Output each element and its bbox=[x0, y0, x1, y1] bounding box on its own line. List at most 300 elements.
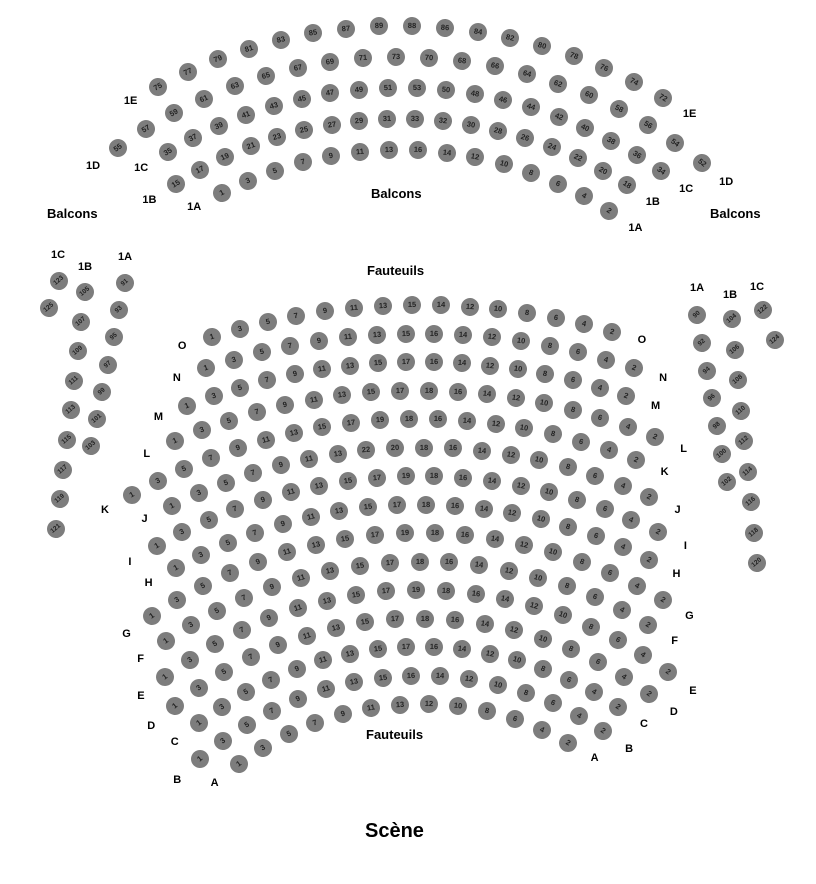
seat[interactable]: 56 bbox=[635, 113, 660, 138]
seat[interactable]: 3 bbox=[202, 385, 225, 408]
seat[interactable]: 13 bbox=[373, 297, 392, 316]
seat[interactable]: 4 bbox=[631, 643, 656, 668]
seat[interactable]: 5 bbox=[172, 457, 196, 481]
seat[interactable]: 4 bbox=[530, 718, 554, 742]
seat[interactable]: 7 bbox=[257, 369, 279, 391]
seat[interactable]: 91 bbox=[112, 270, 137, 295]
seat[interactable]: 14 bbox=[457, 411, 476, 430]
seat[interactable]: 10 bbox=[487, 674, 509, 696]
seat[interactable]: 1 bbox=[210, 181, 234, 205]
seat[interactable]: 89 bbox=[370, 17, 389, 36]
seat[interactable]: 1 bbox=[160, 493, 184, 517]
seat[interactable]: 11 bbox=[286, 597, 308, 619]
seat[interactable]: 10 bbox=[530, 508, 552, 530]
seat[interactable]: 75 bbox=[146, 74, 170, 98]
seat[interactable]: 3 bbox=[223, 349, 245, 371]
seat[interactable]: 35 bbox=[155, 140, 180, 165]
seat[interactable]: 117 bbox=[51, 457, 76, 482]
seat[interactable]: 10 bbox=[551, 604, 574, 627]
seat[interactable]: 28 bbox=[488, 120, 510, 142]
seat[interactable]: 8 bbox=[566, 489, 589, 512]
seat[interactable]: 12 bbox=[523, 595, 545, 617]
seat[interactable]: 9 bbox=[274, 395, 296, 417]
seat[interactable]: 7 bbox=[230, 618, 254, 642]
seat[interactable]: 14 bbox=[431, 296, 450, 315]
seat[interactable]: 6 bbox=[541, 692, 565, 716]
seat[interactable]: 13 bbox=[305, 534, 327, 556]
seat[interactable]: 58 bbox=[607, 97, 631, 121]
seat[interactable]: 9 bbox=[309, 331, 330, 352]
seat[interactable]: 65 bbox=[255, 65, 277, 87]
seat[interactable]: 9 bbox=[284, 364, 305, 385]
seat[interactable]: 12 bbox=[459, 669, 479, 689]
seat[interactable]: 1 bbox=[163, 556, 187, 580]
seat[interactable]: 120 bbox=[744, 550, 769, 575]
seat[interactable]: 112 bbox=[732, 428, 757, 453]
seat[interactable]: 9 bbox=[321, 146, 342, 167]
seat[interactable]: 107 bbox=[69, 309, 94, 334]
seat[interactable]: 7 bbox=[243, 521, 266, 544]
seat[interactable]: 2 bbox=[636, 612, 661, 637]
seat[interactable]: 10 bbox=[534, 393, 555, 414]
seat[interactable]: 17 bbox=[188, 157, 212, 181]
seat[interactable]: 16 bbox=[425, 638, 444, 657]
seat[interactable]: 14 bbox=[477, 384, 497, 404]
seat[interactable]: 16 bbox=[429, 410, 448, 429]
seat[interactable]: 7 bbox=[260, 699, 284, 723]
seat[interactable]: 10 bbox=[531, 627, 554, 650]
seat[interactable]: 20 bbox=[386, 439, 405, 458]
seat[interactable]: 1 bbox=[120, 482, 145, 507]
seat[interactable]: 12 bbox=[503, 619, 525, 641]
seat[interactable]: 6 bbox=[584, 464, 607, 487]
seat[interactable]: 17 bbox=[385, 610, 404, 629]
seat[interactable]: 2 bbox=[597, 198, 622, 223]
seat[interactable]: 8 bbox=[520, 161, 543, 184]
seat[interactable]: 57 bbox=[133, 117, 158, 142]
seat[interactable]: 7 bbox=[246, 401, 268, 423]
seat[interactable]: 15 bbox=[338, 471, 358, 491]
seat[interactable]: 1 bbox=[176, 394, 199, 417]
seat[interactable]: 13 bbox=[309, 475, 330, 496]
seat[interactable]: 96 bbox=[699, 386, 724, 411]
seat[interactable]: 18 bbox=[614, 173, 639, 198]
seat[interactable]: 21 bbox=[239, 135, 262, 158]
seat[interactable]: 13 bbox=[332, 385, 352, 405]
seat[interactable]: 109 bbox=[65, 339, 90, 364]
seat[interactable]: 9 bbox=[287, 687, 310, 710]
seat[interactable]: 2 bbox=[606, 694, 631, 719]
seat[interactable]: 93 bbox=[107, 298, 132, 323]
seat[interactable]: 6 bbox=[586, 650, 610, 674]
seat[interactable]: 2 bbox=[637, 548, 661, 572]
seat[interactable]: 15 bbox=[402, 296, 420, 314]
seat[interactable]: 17 bbox=[341, 413, 361, 433]
seat[interactable]: 8 bbox=[562, 399, 584, 421]
seat[interactable]: 11 bbox=[312, 649, 334, 671]
seat[interactable]: 17 bbox=[397, 638, 416, 657]
seat[interactable]: 18 bbox=[415, 438, 433, 456]
seat[interactable]: 13 bbox=[320, 560, 341, 581]
seat[interactable]: 3 bbox=[190, 419, 213, 442]
seat[interactable]: 5 bbox=[277, 722, 301, 746]
seat[interactable]: 10 bbox=[514, 418, 535, 439]
seat[interactable]: 110 bbox=[729, 398, 754, 423]
seat[interactable]: 36 bbox=[624, 143, 649, 168]
seat[interactable]: 4 bbox=[616, 415, 639, 438]
seat[interactable]: 15 bbox=[361, 383, 380, 402]
seat[interactable]: 3 bbox=[189, 543, 213, 567]
seat[interactable]: 14 bbox=[469, 555, 489, 575]
seat[interactable]: 37 bbox=[181, 126, 205, 150]
seat[interactable]: 64 bbox=[516, 63, 538, 85]
seat[interactable]: 4 bbox=[572, 184, 596, 208]
seat[interactable]: 9 bbox=[247, 550, 270, 573]
seat[interactable]: 12 bbox=[502, 503, 523, 524]
seat[interactable]: 18 bbox=[425, 467, 443, 485]
seat[interactable]: 7 bbox=[199, 446, 222, 469]
seat[interactable]: 9 bbox=[267, 634, 290, 657]
seat[interactable]: 3 bbox=[229, 318, 251, 340]
seat[interactable]: 15 bbox=[368, 354, 387, 373]
seat[interactable]: 7 bbox=[292, 151, 314, 173]
seat[interactable]: 8 bbox=[514, 681, 537, 704]
seat[interactable]: 5 bbox=[264, 159, 287, 182]
seat[interactable]: 106 bbox=[722, 337, 747, 362]
seat[interactable]: 83 bbox=[270, 29, 292, 51]
seat[interactable]: 47 bbox=[320, 83, 341, 104]
seat[interactable]: 16 bbox=[440, 553, 459, 572]
seat[interactable]: 1 bbox=[201, 325, 224, 348]
seat[interactable]: 78 bbox=[562, 45, 585, 68]
seat[interactable]: 15 bbox=[368, 639, 388, 659]
seat[interactable]: 4 bbox=[588, 376, 610, 398]
seat[interactable]: 2 bbox=[637, 485, 661, 509]
seat[interactable]: 16 bbox=[425, 324, 443, 342]
seat[interactable]: 12 bbox=[480, 356, 500, 376]
seat[interactable]: 7 bbox=[219, 561, 243, 585]
seat[interactable]: 82 bbox=[499, 27, 520, 48]
seat[interactable]: 2 bbox=[615, 385, 638, 408]
seat[interactable]: 6 bbox=[605, 628, 629, 652]
seat[interactable]: 9 bbox=[315, 301, 335, 321]
seat[interactable]: 11 bbox=[338, 327, 358, 347]
seat[interactable]: 19 bbox=[396, 467, 414, 485]
seat[interactable]: 2 bbox=[646, 520, 670, 544]
seat[interactable]: 69 bbox=[320, 52, 340, 72]
seat[interactable]: 15 bbox=[396, 324, 414, 342]
seat[interactable]: 10 bbox=[493, 153, 515, 175]
seat[interactable]: 7 bbox=[242, 462, 265, 485]
seat[interactable]: 6 bbox=[503, 708, 526, 731]
seat[interactable]: 13 bbox=[343, 672, 364, 693]
seat[interactable]: 4 bbox=[610, 598, 634, 622]
seat[interactable]: 53 bbox=[408, 79, 427, 98]
seat[interactable]: 41 bbox=[235, 103, 258, 126]
seat[interactable]: 11 bbox=[276, 541, 298, 563]
seat[interactable]: 19 bbox=[370, 411, 389, 430]
seat[interactable]: 67 bbox=[287, 57, 308, 78]
seat[interactable]: 77 bbox=[176, 60, 200, 84]
seat[interactable]: 1 bbox=[195, 357, 218, 380]
seat[interactable]: 10 bbox=[511, 331, 532, 352]
seat[interactable]: 103 bbox=[78, 434, 103, 459]
seat[interactable]: 59 bbox=[162, 101, 186, 125]
seat[interactable]: 101 bbox=[84, 406, 109, 431]
seat[interactable]: 13 bbox=[316, 590, 338, 612]
seat[interactable]: 2 bbox=[636, 681, 661, 706]
seat[interactable]: 13 bbox=[367, 325, 386, 344]
seat[interactable]: 4 bbox=[611, 474, 634, 497]
seat[interactable]: 1 bbox=[139, 604, 164, 629]
seat[interactable]: 9 bbox=[332, 703, 354, 725]
seat[interactable]: 10 bbox=[488, 299, 508, 319]
seat[interactable]: 11 bbox=[255, 429, 277, 451]
seat[interactable]: 9 bbox=[270, 454, 292, 476]
seat[interactable]: 2 bbox=[655, 660, 680, 685]
seat[interactable]: 5 bbox=[234, 712, 259, 737]
seat[interactable]: 87 bbox=[336, 19, 356, 39]
seat[interactable]: 1 bbox=[144, 534, 169, 559]
seat[interactable]: 7 bbox=[239, 645, 263, 669]
seat[interactable]: 11 bbox=[315, 678, 337, 700]
seat[interactable]: 3 bbox=[251, 736, 276, 761]
seat[interactable]: 6 bbox=[562, 369, 584, 391]
seat[interactable]: 48 bbox=[464, 84, 485, 105]
seat[interactable]: 16 bbox=[444, 439, 463, 458]
seat[interactable]: 16 bbox=[449, 382, 468, 401]
seat[interactable]: 16 bbox=[454, 468, 473, 487]
seat[interactable]: 14 bbox=[454, 325, 473, 344]
seat[interactable]: 5 bbox=[257, 311, 278, 332]
seat[interactable]: 18 bbox=[410, 552, 428, 570]
seat[interactable]: 14 bbox=[452, 354, 471, 373]
seat[interactable]: 52 bbox=[689, 150, 714, 175]
seat[interactable]: 18 bbox=[436, 581, 455, 600]
seat[interactable]: 16 bbox=[445, 496, 464, 515]
seat[interactable]: 98 bbox=[704, 414, 729, 439]
seat[interactable]: 113 bbox=[58, 398, 83, 423]
seat[interactable]: 88 bbox=[403, 17, 421, 35]
seat[interactable]: 4 bbox=[597, 439, 620, 462]
seat[interactable]: 49 bbox=[349, 80, 369, 100]
seat[interactable]: 16 bbox=[408, 141, 427, 160]
seat[interactable]: 55 bbox=[106, 135, 131, 160]
seat[interactable]: 90 bbox=[684, 302, 709, 327]
seat[interactable]: 76 bbox=[592, 56, 616, 80]
seat[interactable]: 30 bbox=[461, 115, 482, 136]
seat[interactable]: 8 bbox=[476, 701, 498, 723]
seat[interactable]: 6 bbox=[584, 525, 607, 548]
seat[interactable]: 17 bbox=[397, 353, 415, 371]
seat[interactable]: 4 bbox=[595, 349, 617, 371]
seat[interactable]: 12 bbox=[501, 445, 522, 466]
seat[interactable]: 74 bbox=[622, 70, 646, 94]
seat[interactable]: 7 bbox=[286, 306, 307, 327]
seat[interactable]: 122 bbox=[750, 297, 775, 322]
seat[interactable]: 2 bbox=[555, 730, 580, 755]
seat[interactable]: 16 bbox=[445, 610, 465, 630]
seat[interactable]: 73 bbox=[387, 48, 405, 66]
seat[interactable]: 6 bbox=[598, 561, 622, 585]
seat[interactable]: 1 bbox=[187, 711, 212, 736]
seat[interactable]: 18 bbox=[420, 381, 438, 399]
seat[interactable]: 111 bbox=[62, 368, 87, 393]
seat[interactable]: 39 bbox=[207, 114, 231, 138]
seat[interactable]: 66 bbox=[484, 56, 505, 77]
seat[interactable]: 7 bbox=[259, 668, 283, 692]
seat[interactable]: 34 bbox=[648, 158, 673, 183]
seat[interactable]: 26 bbox=[514, 127, 537, 150]
seat[interactable]: 15 bbox=[350, 555, 370, 575]
seat[interactable]: 8 bbox=[557, 456, 579, 478]
seat[interactable]: 18 bbox=[400, 410, 418, 428]
seat[interactable]: 6 bbox=[593, 498, 616, 521]
seat[interactable]: 3 bbox=[146, 469, 170, 493]
seat[interactable]: 13 bbox=[340, 643, 361, 664]
seat[interactable]: 3 bbox=[210, 728, 235, 753]
seat[interactable]: 81 bbox=[238, 37, 260, 59]
seat[interactable]: 32 bbox=[433, 111, 453, 131]
seat[interactable]: 14 bbox=[431, 667, 450, 686]
seat[interactable]: 22 bbox=[357, 440, 377, 460]
seat[interactable]: 15 bbox=[346, 585, 367, 606]
seat[interactable]: 19 bbox=[213, 145, 237, 169]
seat[interactable]: 6 bbox=[545, 308, 566, 329]
seat[interactable]: 15 bbox=[312, 417, 333, 438]
seat[interactable]: 6 bbox=[567, 341, 589, 363]
seat[interactable]: 2 bbox=[601, 321, 623, 343]
seat[interactable]: 8 bbox=[555, 575, 578, 598]
seat[interactable]: 43 bbox=[263, 95, 285, 117]
seat[interactable]: 6 bbox=[557, 668, 581, 692]
seat[interactable]: 6 bbox=[589, 406, 611, 428]
seat[interactable]: 10 bbox=[542, 541, 564, 563]
seat[interactable]: 17 bbox=[380, 553, 399, 572]
seat[interactable]: 121 bbox=[44, 516, 69, 541]
seat[interactable]: 71 bbox=[354, 49, 373, 68]
seat[interactable]: 12 bbox=[486, 414, 506, 434]
seat[interactable]: 13 bbox=[327, 443, 347, 463]
seat[interactable]: 10 bbox=[538, 481, 560, 503]
seat[interactable]: 13 bbox=[391, 695, 410, 714]
seat[interactable]: 4 bbox=[573, 314, 595, 336]
seat[interactable]: 2 bbox=[643, 425, 667, 449]
seat[interactable]: 9 bbox=[261, 575, 284, 598]
seat[interactable]: 12 bbox=[505, 388, 526, 409]
seat[interactable]: 7 bbox=[233, 586, 257, 610]
seat[interactable]: 8 bbox=[570, 550, 593, 573]
seat[interactable]: 123 bbox=[46, 268, 71, 293]
seat[interactable]: 15 bbox=[373, 668, 393, 688]
seat[interactable]: 60 bbox=[577, 84, 601, 108]
seat[interactable]: 4 bbox=[582, 680, 606, 704]
seat[interactable]: 9 bbox=[258, 607, 281, 630]
seat[interactable]: 17 bbox=[387, 496, 406, 515]
seat[interactable]: 17 bbox=[376, 582, 395, 601]
seat[interactable]: 80 bbox=[531, 35, 553, 57]
seat[interactable]: 5 bbox=[212, 659, 237, 684]
seat[interactable]: 118 bbox=[741, 520, 766, 545]
seat[interactable]: 104 bbox=[719, 306, 744, 331]
seat[interactable]: 38 bbox=[599, 128, 623, 152]
seat[interactable]: 1 bbox=[153, 629, 178, 654]
seat[interactable]: 5 bbox=[216, 531, 240, 555]
seat[interactable]: 12 bbox=[498, 560, 519, 581]
seat[interactable]: 11 bbox=[300, 506, 321, 527]
seat[interactable]: 12 bbox=[465, 147, 486, 168]
seat[interactable]: 102 bbox=[714, 469, 739, 494]
seat[interactable]: 42 bbox=[547, 105, 570, 128]
seat[interactable]: 3 bbox=[177, 647, 202, 672]
seat[interactable]: 14 bbox=[472, 441, 492, 461]
seat[interactable]: 5 bbox=[229, 376, 251, 398]
seat[interactable]: 14 bbox=[474, 498, 494, 518]
seat[interactable]: 2 bbox=[624, 448, 647, 471]
seat[interactable]: 17 bbox=[365, 525, 385, 545]
seat[interactable]: 8 bbox=[539, 336, 560, 357]
seat[interactable]: 6 bbox=[570, 430, 592, 452]
seat[interactable]: 25 bbox=[293, 119, 315, 141]
seat[interactable]: 5 bbox=[214, 471, 237, 494]
seat[interactable]: 45 bbox=[291, 88, 312, 109]
seat[interactable]: 16 bbox=[425, 353, 443, 371]
seat[interactable]: 11 bbox=[280, 481, 302, 503]
seat[interactable]: 3 bbox=[165, 588, 190, 613]
seat[interactable]: 3 bbox=[179, 613, 204, 638]
seat[interactable]: 10 bbox=[506, 649, 528, 671]
seat[interactable]: 33 bbox=[406, 110, 425, 129]
seat[interactable]: 11 bbox=[290, 567, 312, 589]
seat[interactable]: 5 bbox=[191, 573, 215, 597]
seat[interactable]: 1 bbox=[188, 747, 213, 772]
seat[interactable]: 29 bbox=[350, 111, 370, 131]
seat[interactable]: 3 bbox=[187, 675, 212, 700]
seat[interactable]: 2 bbox=[650, 588, 675, 613]
seat[interactable]: 62 bbox=[547, 72, 570, 95]
seat[interactable]: 18 bbox=[417, 495, 435, 513]
seat[interactable]: 51 bbox=[379, 79, 397, 97]
seat[interactable]: 11 bbox=[344, 298, 364, 318]
seat[interactable]: 40 bbox=[574, 116, 598, 140]
seat[interactable]: 14 bbox=[495, 588, 516, 609]
seat[interactable]: 20 bbox=[590, 159, 614, 183]
seat[interactable]: 4 bbox=[612, 664, 637, 689]
seat[interactable]: 1 bbox=[163, 430, 187, 454]
seat[interactable]: 3 bbox=[236, 169, 260, 193]
seat[interactable]: 12 bbox=[460, 297, 479, 316]
seat[interactable]: 5 bbox=[205, 598, 229, 622]
seat[interactable]: 119 bbox=[47, 487, 72, 512]
seat[interactable]: 10 bbox=[507, 359, 528, 380]
seat[interactable]: 105 bbox=[72, 279, 97, 304]
seat[interactable]: 4 bbox=[566, 704, 590, 728]
seat[interactable]: 116 bbox=[738, 489, 763, 514]
seat[interactable]: 124 bbox=[762, 327, 787, 352]
seat[interactable]: 15 bbox=[163, 171, 188, 196]
seat[interactable]: 22 bbox=[566, 146, 590, 170]
seat[interactable]: 15 bbox=[335, 529, 356, 550]
seat[interactable]: 23 bbox=[266, 126, 288, 148]
seat[interactable]: 99 bbox=[90, 379, 115, 404]
seat[interactable]: 16 bbox=[455, 525, 475, 545]
seat[interactable]: 8 bbox=[579, 615, 603, 639]
seat[interactable]: 11 bbox=[350, 142, 370, 162]
seat[interactable]: 2 bbox=[591, 719, 616, 744]
seat[interactable]: 61 bbox=[192, 87, 216, 111]
seat[interactable]: 12 bbox=[479, 643, 500, 664]
seat[interactable]: 3 bbox=[170, 520, 194, 544]
